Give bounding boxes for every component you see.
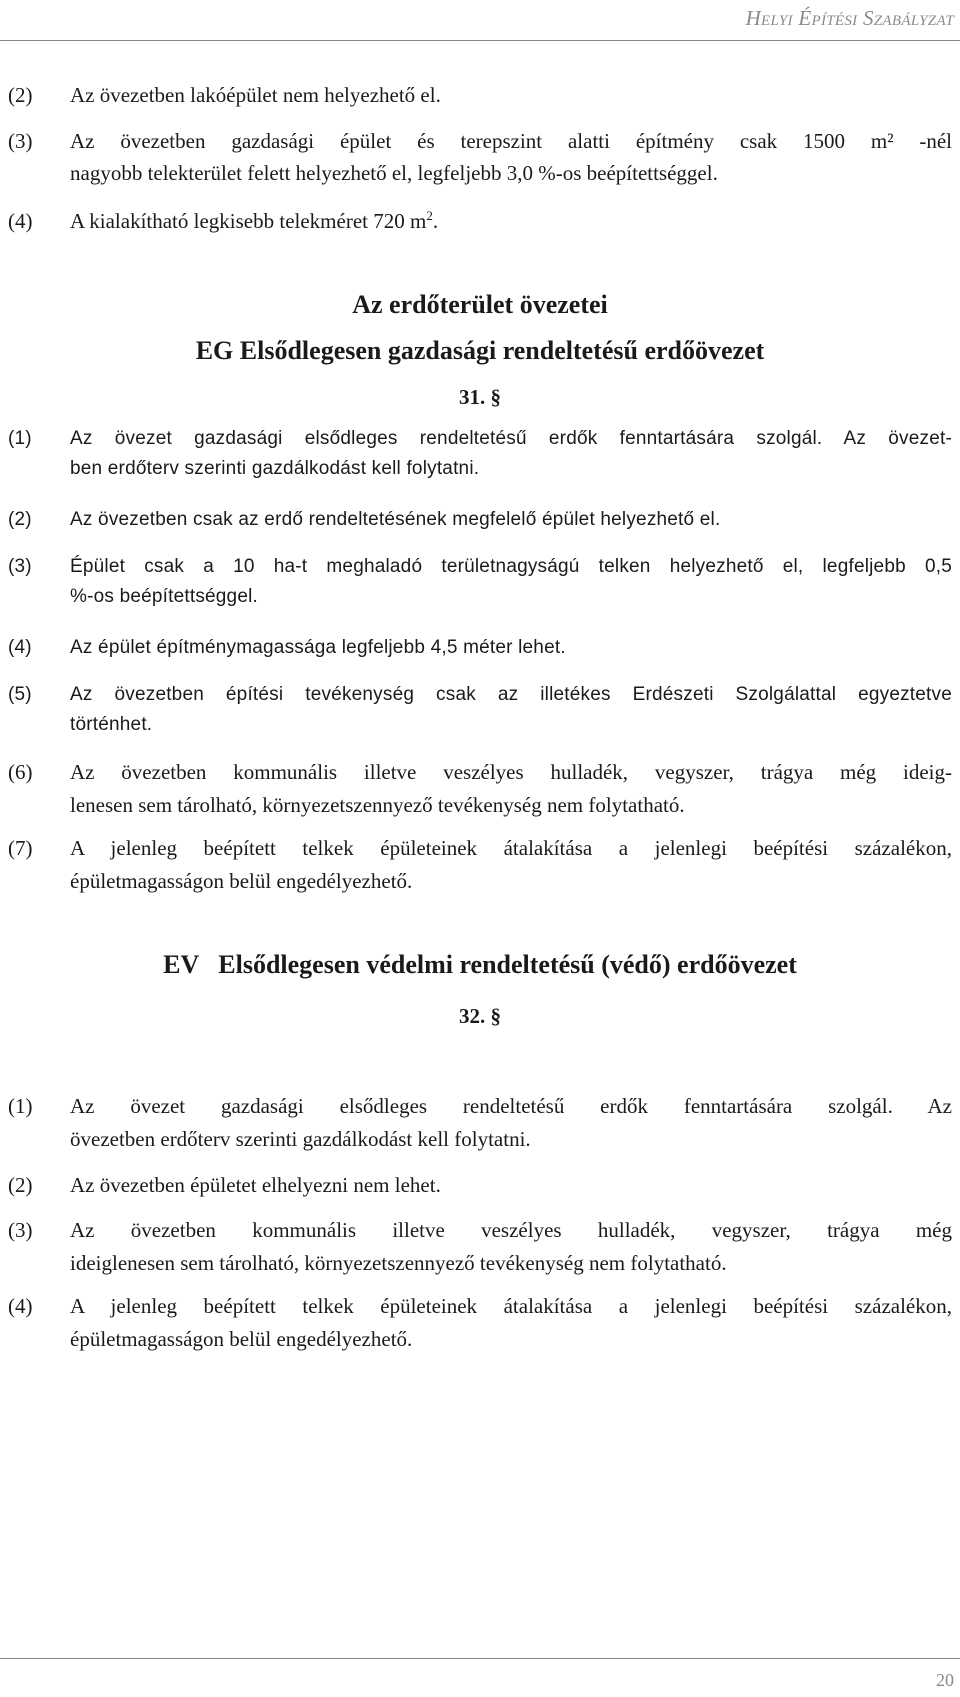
paragraph-top-4 xyxy=(8,200,952,238)
paragraph-number: (1) xyxy=(8,1094,33,1118)
paragraph-line: Az övezetben kommunális illetve veszélyes hulladék, vegyszer, trágya még xyxy=(70,1218,952,1242)
paragraph-line: Az övezetben gazdasági épület és terepszint alatti építmény csak 1500 m² -nél xyxy=(70,129,952,153)
paragraph-line: Az övezetben kommunális illetve veszélyes hulladék, vegyszer, trágya még ideig- xyxy=(70,760,952,784)
paragraph-number: (2) xyxy=(8,1173,33,1197)
running-header: Helyi Építési Szabályzat xyxy=(745,6,954,30)
paragraph-number: (1) xyxy=(8,428,32,449)
paragraph-ev-4 xyxy=(8,1290,952,1356)
heading-forest-zones: Az erdőterület övezetei xyxy=(352,290,608,319)
paragraph-number: (2) xyxy=(8,83,33,107)
paragraph-line: épületmagasságon belül engedélyezhető. xyxy=(70,869,413,893)
paragraph-number: (7) xyxy=(8,836,33,860)
paragraph-line: Az övezet gazdasági elsődleges rendeltetésű erdők fenntartására szolgál. Az xyxy=(70,1094,952,1118)
paragraph-number: (4) xyxy=(8,209,33,233)
paragraph-eg-4 xyxy=(8,632,952,664)
paragraph-tail: . xyxy=(432,209,439,233)
paragraph-line: Az övezetben csak az erdő rendeltetésének megfelelő épület helyezhető el. xyxy=(70,509,721,530)
paragraph-number: (5) xyxy=(8,684,32,705)
heading-eg-zone: EG Elsődlegesen gazdasági rendeltetésű erdőövezet xyxy=(195,336,765,365)
paragraph-number: (4) xyxy=(8,637,32,658)
section-number-32: 32. § xyxy=(459,1004,501,1028)
paragraph-line: övezetben erdőterv szerinti gazdálkodást kell folytatni. xyxy=(70,1127,531,1151)
paragraph-line: %-os beépítettséggel. xyxy=(70,586,258,607)
header-rule xyxy=(0,40,960,41)
paragraph-line: történhet. xyxy=(70,714,153,735)
paragraph-eg-5 xyxy=(8,680,952,740)
paragraph-top-2 xyxy=(8,80,952,112)
paragraph-eg-6 xyxy=(8,756,952,822)
paragraph-ev-2 xyxy=(8,1170,952,1202)
paragraph-number: (3) xyxy=(8,129,33,153)
paragraph-line: Épület csak a 10 ha-t meghaladó területnagyságú telken helyezhető el, legfeljebb 0,5 xyxy=(70,556,952,577)
heading-ev-zone: EV Elsődlegesen védelmi rendeltetésű (védő) erdőövezet xyxy=(163,950,797,979)
paragraph-text: Az övezetben lakóépület nem helyezhető el. xyxy=(70,83,441,107)
page-number: 20 xyxy=(936,1670,954,1690)
footer-rule xyxy=(0,1658,960,1659)
paragraph-line: ideiglenesen sem tárolható, környezetszennyező tevékenység nem folytatható. xyxy=(70,1251,727,1275)
paragraph-line: nagyobb telekterület felett helyezhető el, legfeljebb 3,0 %-os beépítettséggel. xyxy=(70,160,718,185)
paragraph-eg-3 xyxy=(8,552,952,612)
paragraph-ev-3 xyxy=(8,1214,952,1280)
paragraph-line: lenesen sem tárolható, környezetszennyező tevékenység nem folytatható. xyxy=(70,793,685,817)
superscript: 2 xyxy=(426,208,433,223)
paragraph-line: A jelenleg beépített telkek épületeinek átalakítása a jelenlegi beépítési százalékon, xyxy=(70,836,952,860)
paragraph-eg-1 xyxy=(8,424,952,484)
section-number-31: 31. § xyxy=(459,385,501,409)
paragraph-line: Az övezet gazdasági elsődleges rendeltetésű erdők fenntartására szolgál. Az övezet- xyxy=(70,428,952,449)
paragraph-number: (3) xyxy=(8,556,32,577)
paragraph-eg-2 xyxy=(8,504,952,536)
paragraph-number: (4) xyxy=(8,1294,33,1318)
paragraph-line: Az övezetben építési tevékenység csak az illetékes Erdészeti Szolgálattal egyeztetve xyxy=(70,684,952,705)
paragraph-line: ben erdőterv szerinti gazdálkodást kell folytatni. xyxy=(70,458,480,479)
paragraph-text: A kialakítható legkisebb telekméret 720 m xyxy=(70,209,427,233)
paragraph-number: (6) xyxy=(8,760,33,784)
paragraph-line: Az övezetben épületet elhelyezni nem lehet. xyxy=(70,1173,441,1197)
paragraph-line: Az épület építménymagassága legfeljebb 4,5 méter lehet. xyxy=(70,637,566,658)
paragraph-eg-7 xyxy=(8,832,952,898)
paragraph-top-3 xyxy=(8,126,952,189)
paragraph-line: A jelenleg beépített telkek épületeinek átalakítása a jelenlegi beépítési százalékon, xyxy=(70,1294,952,1318)
paragraph-ev-1 xyxy=(8,1090,952,1156)
paragraph-line: épületmagasságon belül engedélyezhető. xyxy=(70,1327,413,1351)
paragraph-number: (2) xyxy=(8,509,32,530)
paragraph-number: (3) xyxy=(8,1218,33,1242)
